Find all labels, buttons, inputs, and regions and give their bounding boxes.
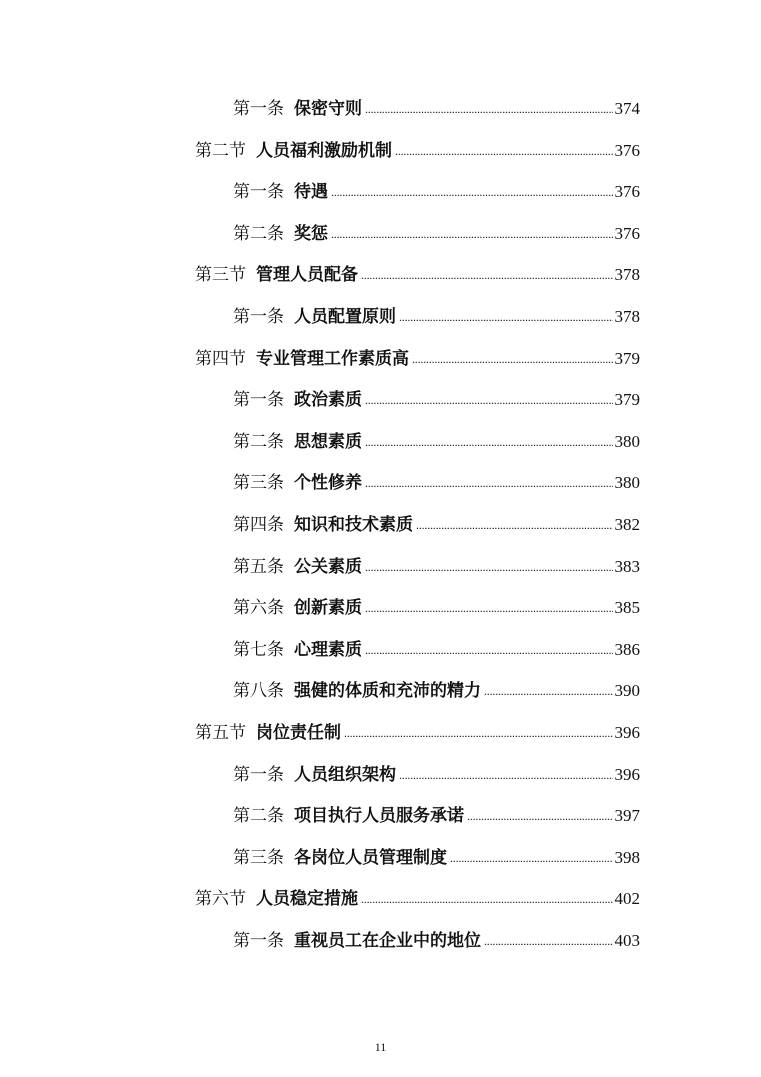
- toc-entry-page: 380: [614, 473, 640, 493]
- toc-entry-title: 各岗位人员管理制度: [294, 847, 447, 868]
- dot-leader: [484, 930, 613, 952]
- toc-entry-title: 心理素质: [294, 639, 362, 660]
- toc-entry-number: 第六条: [233, 598, 284, 619]
- toc-entry[interactable]: [195, 882, 640, 910]
- toc-entry-title: 强健的体质和充沛的精力: [294, 681, 481, 702]
- toc-entry[interactable]: [195, 342, 640, 370]
- toc-entry-number: 第二节: [195, 140, 246, 161]
- toc-entry[interactable]: [233, 924, 640, 952]
- toc-entry-title: 岗位责任制: [256, 723, 341, 743]
- toc-entry[interactable]: [233, 841, 640, 869]
- dot-leader: [365, 431, 613, 453]
- toc-entry[interactable]: [233, 175, 640, 203]
- toc-entry-number: 第四节: [195, 348, 246, 369]
- dot-leader: [365, 98, 613, 120]
- toc-entry-title: 人员福利激励机制: [256, 140, 392, 161]
- toc-entry-page: 380: [614, 431, 640, 451]
- dot-leader: [331, 181, 613, 203]
- toc-entry-page: 376: [614, 182, 640, 202]
- toc-entry[interactable]: [233, 799, 640, 827]
- toc-entry-number: 第七条: [233, 639, 284, 660]
- toc-entry[interactable]: [233, 217, 640, 245]
- toc-entry-number: 第六节: [195, 889, 246, 910]
- toc-entry-number: 第三节: [195, 265, 246, 286]
- toc-entry[interactable]: [233, 633, 640, 661]
- toc-entry-page: 398: [614, 847, 640, 867]
- toc-entry-page: 386: [614, 639, 640, 659]
- dot-leader: [365, 597, 613, 619]
- toc-entry-title: 重视员工在企业中的地位: [294, 931, 481, 951]
- toc-entry[interactable]: [233, 550, 640, 578]
- toc-entry-page: 385: [614, 598, 640, 618]
- dot-leader: [416, 514, 613, 536]
- toc-entry-number: 第三条: [233, 473, 284, 494]
- dot-leader: [331, 223, 613, 245]
- toc-entry-number: 第一条: [233, 182, 284, 203]
- toc-entry-number: 第二条: [233, 223, 284, 244]
- dot-leader: [361, 264, 613, 286]
- toc-entry[interactable]: [233, 758, 640, 786]
- dot-leader: [484, 680, 613, 702]
- toc-entry-page: 382: [614, 515, 640, 534]
- dot-leader: [344, 722, 613, 744]
- toc-entry[interactable]: [233, 591, 640, 619]
- toc-entry-title: 个性修养: [294, 473, 362, 494]
- toc-entry-page: 402: [614, 889, 640, 909]
- toc-entry-number: 第五条: [233, 556, 284, 577]
- toc-entry-page: 378: [614, 307, 640, 326]
- toc-entry[interactable]: [195, 258, 640, 286]
- toc-entry[interactable]: [233, 300, 640, 328]
- toc-entry-page: 390: [614, 681, 640, 701]
- toc-entry-page: 376: [614, 223, 640, 243]
- dot-leader: [467, 805, 613, 827]
- toc-entry-number: 第八条: [233, 681, 284, 702]
- toc-entry-title: 保密守则: [294, 99, 362, 119]
- toc-entry-page: 396: [614, 764, 640, 784]
- dot-leader: [365, 472, 613, 494]
- toc-entry-page: 378: [614, 265, 640, 285]
- toc-entry-page: 376: [614, 140, 640, 160]
- toc-entry-number: 第一条: [233, 307, 284, 327]
- dot-leader: [365, 389, 613, 411]
- toc-entry-title: 政治素质: [294, 390, 362, 411]
- toc-entry-title: 人员配置原则: [294, 307, 396, 327]
- toc-entry-page: 374: [614, 99, 640, 118]
- toc-entry-title: 公关素质: [294, 556, 362, 577]
- toc-entry-title: 思想素质: [294, 431, 362, 452]
- dot-leader: [365, 639, 613, 661]
- toc-entry-title: 创新素质: [294, 598, 362, 619]
- toc-entry-number: 第五节: [195, 723, 246, 743]
- dot-leader: [399, 764, 613, 786]
- toc-entry-title: 人员稳定措施: [256, 889, 358, 910]
- dot-leader: [361, 888, 613, 910]
- toc-entry-page: 379: [614, 390, 640, 410]
- toc-entry[interactable]: [233, 508, 640, 536]
- toc-entry[interactable]: [195, 134, 640, 162]
- toc-entry-title: 人员组织架构: [294, 764, 396, 785]
- toc-entry[interactable]: [233, 466, 640, 494]
- dot-leader: [399, 306, 613, 328]
- toc-entry-number: 第一条: [233, 390, 284, 411]
- toc-entry-title: 管理人员配备: [256, 265, 358, 286]
- toc-entry-page: 396: [614, 723, 640, 742]
- toc-entry-number: 第一条: [233, 764, 284, 785]
- toc-entry[interactable]: [195, 716, 640, 744]
- toc-entry-title: 奖惩: [294, 223, 328, 244]
- dot-leader: [395, 140, 613, 162]
- toc-entry[interactable]: [233, 92, 640, 120]
- toc-entry-number: 第四条: [233, 515, 284, 535]
- toc-entry-page: 397: [614, 806, 640, 826]
- toc-entry-page: 383: [614, 556, 640, 576]
- toc-entry[interactable]: [233, 383, 640, 411]
- toc-entry-title: 待遇: [294, 182, 328, 203]
- toc-entry-page: 403: [614, 931, 640, 950]
- toc-entry-title: 知识和技术素质: [294, 515, 413, 535]
- dot-leader: [412, 348, 613, 370]
- toc-entry-number: 第三条: [233, 847, 284, 868]
- toc-entry-title: 专业管理工作素质高: [256, 348, 409, 369]
- dot-leader: [450, 847, 613, 869]
- toc-entry-title: 项目执行人员服务承诺: [294, 806, 464, 827]
- toc-entry[interactable]: [233, 674, 640, 702]
- toc-entry-number: 第一条: [233, 931, 284, 951]
- toc-entry[interactable]: [233, 425, 640, 453]
- dot-leader: [365, 556, 613, 578]
- toc-entry-number: 第一条: [233, 99, 284, 119]
- toc-entry-page: 379: [614, 348, 640, 368]
- toc-entry-number: 第二条: [233, 431, 284, 452]
- toc-entry-number: 第二条: [233, 806, 284, 827]
- page-number: 11: [374, 1040, 387, 1054]
